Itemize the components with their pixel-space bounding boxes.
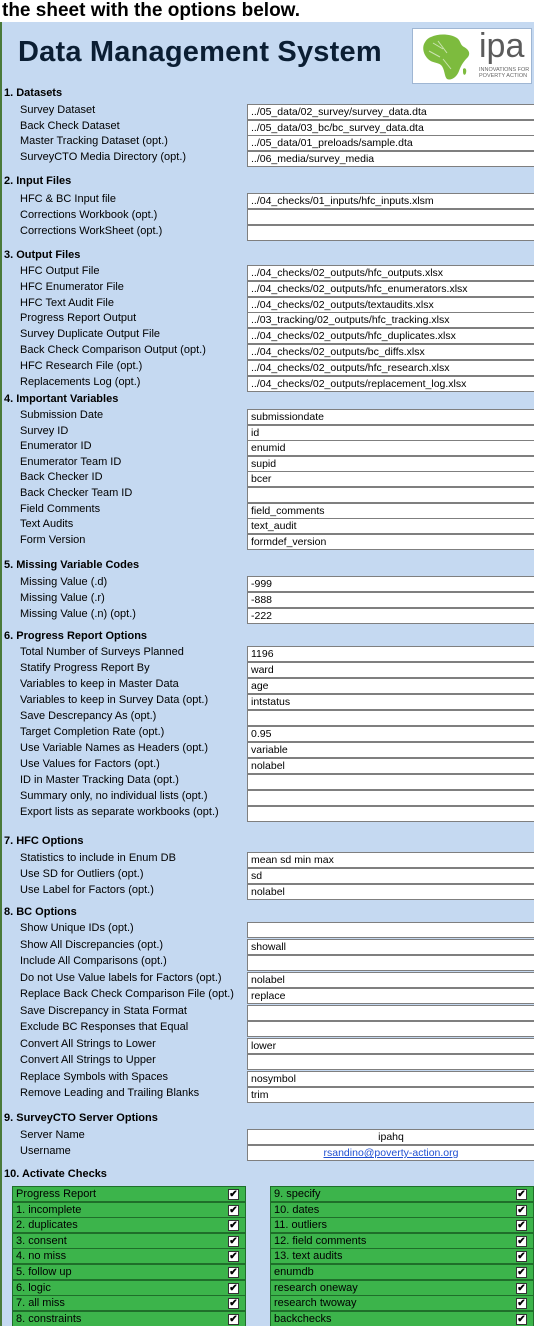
setting-value-cell[interactable]: replace	[247, 988, 534, 1004]
logo-subtitle: INNOVATIONS FOR POVERTY ACTION	[479, 67, 530, 79]
section-header: 6. Progress Report Options	[4, 630, 148, 642]
setting-value-cell[interactable]: ward	[247, 662, 534, 678]
setting-value-cell[interactable]: ../06_media/survey_media	[247, 151, 534, 167]
setting-label: Missing Value (.d)	[20, 576, 108, 588]
section-header: 3. Output Files	[4, 249, 81, 261]
setting-value-cell[interactable]: ../04_checks/02_outputs/hfc_enumerators.xlsx	[247, 281, 534, 297]
setting-label: Master Tracking Dataset (opt.)	[20, 135, 168, 147]
checkbox[interactable]: ✔	[517, 1235, 526, 1247]
setting-label: Survey Dataset	[20, 104, 96, 116]
setting-value-cell[interactable]: -999	[247, 576, 534, 592]
section-header: 9. SurveyCTO Server Options	[4, 1112, 158, 1124]
setting-label: Back Checker ID	[20, 471, 103, 484]
setting-value-cell[interactable]	[247, 1005, 534, 1021]
setting-label: Variables to keep in Master Data	[20, 678, 179, 690]
setting-value-cell[interactable]: enumid	[247, 440, 534, 456]
check-label: 13. text audits	[274, 1250, 343, 1263]
checkbox[interactable]: ✔	[517, 1204, 526, 1216]
setting-value-cell[interactable]: trim	[247, 1087, 534, 1103]
check-row[interactable]	[12, 1217, 246, 1233]
setting-value-cell[interactable]	[247, 487, 534, 503]
setting-label: Include All Comparisons (opt.)	[20, 955, 167, 967]
setting-label: Statistics to include in Enum DB	[20, 852, 176, 864]
check-label: backchecks	[274, 1312, 332, 1325]
setting-value-cell[interactable]	[247, 1054, 534, 1070]
setting-label: Use SD for Outliers (opt.)	[20, 868, 144, 880]
setting-value-cell[interactable]: submissiondate	[247, 409, 534, 425]
setting-value-cell[interactable]: nolabel	[247, 972, 534, 988]
setting-label: Summary only, no individual lists (opt.)	[20, 790, 208, 802]
checkbox[interactable]: ✔	[517, 1251, 526, 1263]
section-header: 5. Missing Variable Codes	[4, 559, 140, 571]
setting-label: Remove Leading and Trailing Blanks	[20, 1087, 200, 1099]
setting-label: Server Name	[20, 1129, 85, 1141]
ipa-logo	[412, 28, 532, 84]
setting-value-cell[interactable]: nolabel	[247, 758, 534, 774]
setting-value-cell[interactable]: rsandino@poverty-action.org	[247, 1145, 534, 1161]
setting-label: Export lists as separate workbooks (opt.)	[20, 806, 219, 818]
check-label: 5. follow up	[16, 1266, 72, 1278]
setting-value-cell[interactable]	[247, 790, 534, 806]
setting-value-cell[interactable]: mean sd min max	[247, 852, 534, 868]
setting-label: Back Checker Team ID	[20, 487, 133, 499]
setting-value-cell[interactable]: ../05_data/02_survey/survey_data.dta	[247, 104, 534, 120]
setting-label: Save Descrepancy As (opt.)	[20, 710, 157, 722]
setting-label: Enumerator ID	[20, 440, 92, 453]
setting-label: HFC Research File (opt.)	[20, 359, 143, 372]
check-label: 1. incomplete	[16, 1203, 82, 1216]
setting-value-cell[interactable]: ../04_checks/02_outputs/replacement_log.xlsx	[247, 376, 534, 392]
setting-value-cell[interactable]	[247, 710, 534, 726]
checkbox[interactable]: ✔	[229, 1313, 238, 1325]
setting-value-cell[interactable]: variable	[247, 742, 534, 758]
check-label: 3. consent	[16, 1234, 67, 1247]
setting-value-cell[interactable]: ipahq	[247, 1129, 534, 1145]
setting-value-cell[interactable]: ../04_checks/02_outputs/bc_diffs.xlsx	[247, 344, 534, 360]
section-header: 2. Input Files	[4, 175, 72, 187]
setting-label: Corrections Workbook (opt.)	[20, 209, 158, 221]
setting-label: Target Completion Rate (opt.)	[20, 726, 165, 738]
check-row[interactable]	[270, 1186, 534, 1202]
setting-label: Show Unique IDs (opt.)	[20, 922, 134, 934]
setting-label: Survey Duplicate Output File	[20, 328, 161, 341]
setting-value-cell[interactable]	[247, 774, 534, 790]
setting-label: Replace Symbols with Spaces	[20, 1070, 168, 1083]
setting-label: Replace Back Check Comparison File (opt.)	[20, 988, 234, 1000]
setting-value-cell[interactable]: ../03_tracking/02_outputs/hfc_tracking.xlsx	[247, 312, 534, 328]
checkbox[interactable]: ✔	[517, 1267, 526, 1278]
check-row[interactable]	[12, 1311, 246, 1326]
setting-label: ID in Master Tracking Data (opt.)	[20, 774, 179, 786]
check-label: 10. dates	[274, 1203, 320, 1216]
check-row[interactable]	[12, 1295, 246, 1311]
check-label: 7. all miss	[16, 1297, 65, 1310]
checkbox[interactable]: ✔	[229, 1235, 238, 1247]
setting-label: Missing Value (.n) (opt.)	[20, 608, 136, 620]
setting-label: Use Variable Names as Headers (opt.)	[20, 742, 209, 754]
checkbox[interactable]: ✔	[517, 1220, 526, 1232]
setting-value-cell[interactable]	[247, 922, 534, 938]
checkbox[interactable]: ✔	[229, 1220, 238, 1232]
setting-label: Progress Report Output	[20, 312, 137, 325]
check-label: 2. duplicates	[16, 1219, 78, 1232]
checkbox[interactable]: ✔	[229, 1204, 238, 1216]
check-row[interactable]	[270, 1217, 534, 1233]
setting-value-cell[interactable]: nosymbol	[247, 1071, 534, 1087]
setting-value-cell[interactable]: showall	[247, 939, 534, 955]
setting-label: Show All Discrepancies (opt.)	[20, 938, 164, 951]
check-row[interactable]	[12, 1264, 246, 1280]
logo-wordmark: ipa	[479, 27, 525, 65]
africa-map-icon	[413, 29, 479, 85]
check-row[interactable]	[12, 1233, 246, 1249]
setting-value-cell[interactable]: bcer	[247, 471, 534, 487]
spreadsheet-sheet	[0, 22, 534, 1326]
check-row[interactable]	[12, 1202, 246, 1218]
setting-value-cell[interactable]: age	[247, 678, 534, 694]
section-header: 10. Activate Checks	[4, 1168, 107, 1180]
checkbox[interactable]: ✔	[229, 1267, 238, 1278]
setting-value-cell[interactable]	[247, 225, 534, 241]
setting-label: Statify Progress Report By	[20, 662, 150, 674]
check-row[interactable]	[12, 1248, 246, 1264]
setting-value-cell[interactable]: ../04_checks/02_outputs/textaudits.xlsx	[247, 297, 534, 313]
setting-label: Corrections WorkSheet (opt.)	[20, 225, 163, 237]
setting-value-cell[interactable]: 1196	[247, 646, 534, 662]
setting-label: Use Values for Factors (opt.)	[20, 758, 160, 770]
setting-value-cell[interactable]: -888	[247, 592, 534, 608]
setting-value-cell[interactable]: supid	[247, 456, 534, 472]
setting-label: Username	[20, 1145, 71, 1157]
check-label: research oneway	[274, 1281, 358, 1294]
setting-value-cell[interactable]: ../04_checks/02_outputs/hfc_research.xlsx	[247, 360, 534, 376]
check-row[interactable]	[270, 1248, 534, 1264]
check-label: 6. logic	[16, 1281, 51, 1294]
setting-value-cell[interactable]: ../04_checks/02_outputs/hfc_outputs.xlsx	[247, 265, 534, 281]
section-header: 1. Datasets	[4, 87, 63, 99]
check-row[interactable]	[270, 1280, 534, 1296]
setting-value-cell[interactable]: ../04_checks/01_inputs/hfc_inputs.xlsm	[247, 193, 534, 209]
setting-value-cell[interactable]	[247, 1021, 534, 1037]
setting-label: Convert All Strings to Upper	[20, 1054, 156, 1066]
setting-label: Form Version	[20, 533, 86, 546]
setting-label: Do not Use Value labels for Factors (opt.)	[20, 971, 222, 984]
check-label: 8. constraints	[16, 1312, 82, 1325]
setting-value-cell[interactable]: ../05_data/01_preloads/sample.dta	[247, 135, 534, 151]
checkbox[interactable]: ✔	[517, 1189, 526, 1200]
setting-value-cell[interactable]: 0.95	[247, 726, 534, 742]
setting-label: HFC Text Audit File	[20, 296, 114, 309]
setting-label: Enumerator Team ID	[20, 455, 122, 468]
check-row[interactable]	[270, 1311, 534, 1326]
setting-value-cell[interactable]: -222	[247, 608, 534, 624]
checkbox[interactable]: ✔	[517, 1313, 526, 1325]
setting-label: HFC & BC Input file	[20, 193, 116, 205]
check-label: 12. field comments	[274, 1234, 367, 1247]
setting-value-cell[interactable]: ../04_checks/02_outputs/hfc_duplicates.xlsx	[247, 328, 534, 344]
setting-label: Use Label for Factors (opt.)	[20, 884, 154, 896]
setting-label: Field Comments	[20, 502, 101, 515]
setting-label: HFC Output File	[20, 265, 100, 277]
setting-label: Missing Value (.r)	[20, 592, 105, 604]
setting-value-cell[interactable]: formdef_version	[247, 534, 534, 550]
check-row[interactable]	[270, 1233, 534, 1249]
setting-value-cell[interactable]	[247, 955, 534, 971]
setting-label: Total Number of Surveys Planned	[20, 646, 184, 658]
setting-value-cell[interactable]: ../05_data/03_bc/bc_survey_data.dta	[247, 120, 534, 136]
checkbox[interactable]: ✔	[229, 1282, 238, 1294]
setting-label: Back Check Comparison Output (opt.)	[20, 344, 206, 356]
setting-label: Replacements Log (opt.)	[20, 375, 141, 388]
setting-label: HFC Enumerator File	[20, 280, 124, 293]
page-caption: the sheet with the options below.	[0, 0, 534, 28]
setting-label: Convert All Strings to Lower	[20, 1037, 156, 1050]
check-label: research twoway	[274, 1297, 357, 1310]
setting-label: Submission Date	[20, 409, 104, 421]
check-label: Progress Report	[16, 1188, 97, 1200]
checkbox[interactable]: ✔	[517, 1298, 526, 1310]
app-title: Data Management System	[18, 36, 382, 68]
setting-label: Exclude BC Responses that Equal	[20, 1021, 189, 1033]
check-row[interactable]	[270, 1295, 534, 1311]
check-label: 11. outliers	[274, 1219, 327, 1232]
check-row[interactable]	[12, 1280, 246, 1296]
setting-value-cell[interactable]: text_audit	[247, 518, 534, 534]
setting-value-cell[interactable]	[247, 209, 534, 225]
check-row[interactable]	[270, 1202, 534, 1218]
section-header: 7. HFC Options	[4, 835, 84, 847]
section-header: 8. BC Options	[4, 906, 77, 918]
check-label: 9. specify	[274, 1188, 321, 1200]
check-label: 4. no miss	[16, 1250, 67, 1263]
setting-label: Text Audits	[20, 518, 74, 531]
setting-label: Back Check Dataset	[20, 119, 120, 132]
setting-label: Variables to keep in Survey Data (opt.)	[20, 694, 209, 706]
checkbox[interactable]: ✔	[517, 1282, 526, 1294]
setting-value-cell[interactable]: sd	[247, 868, 534, 884]
setting-value-cell[interactable]: id	[247, 425, 534, 441]
setting-value-cell[interactable]: intstatus	[247, 694, 534, 710]
checkbox[interactable]: ✔	[229, 1298, 238, 1310]
setting-value-cell[interactable]: lower	[247, 1038, 534, 1054]
setting-value-cell[interactable]: nolabel	[247, 884, 534, 900]
check-row[interactable]	[270, 1264, 534, 1280]
check-label: enumdb	[274, 1266, 314, 1278]
setting-value-cell[interactable]	[247, 806, 534, 822]
checkbox[interactable]: ✔	[229, 1251, 238, 1263]
checkbox[interactable]: ✔	[229, 1189, 238, 1200]
section-header: 4. Important Variables	[4, 393, 119, 405]
setting-label: SurveyCTO Media Directory (opt.)	[20, 150, 187, 163]
setting-label: Survey ID	[20, 424, 69, 437]
check-row[interactable]	[12, 1186, 246, 1202]
setting-label: Save Discrepancy in Stata Format	[20, 1004, 187, 1017]
setting-value-cell[interactable]: field_comments	[247, 503, 534, 519]
